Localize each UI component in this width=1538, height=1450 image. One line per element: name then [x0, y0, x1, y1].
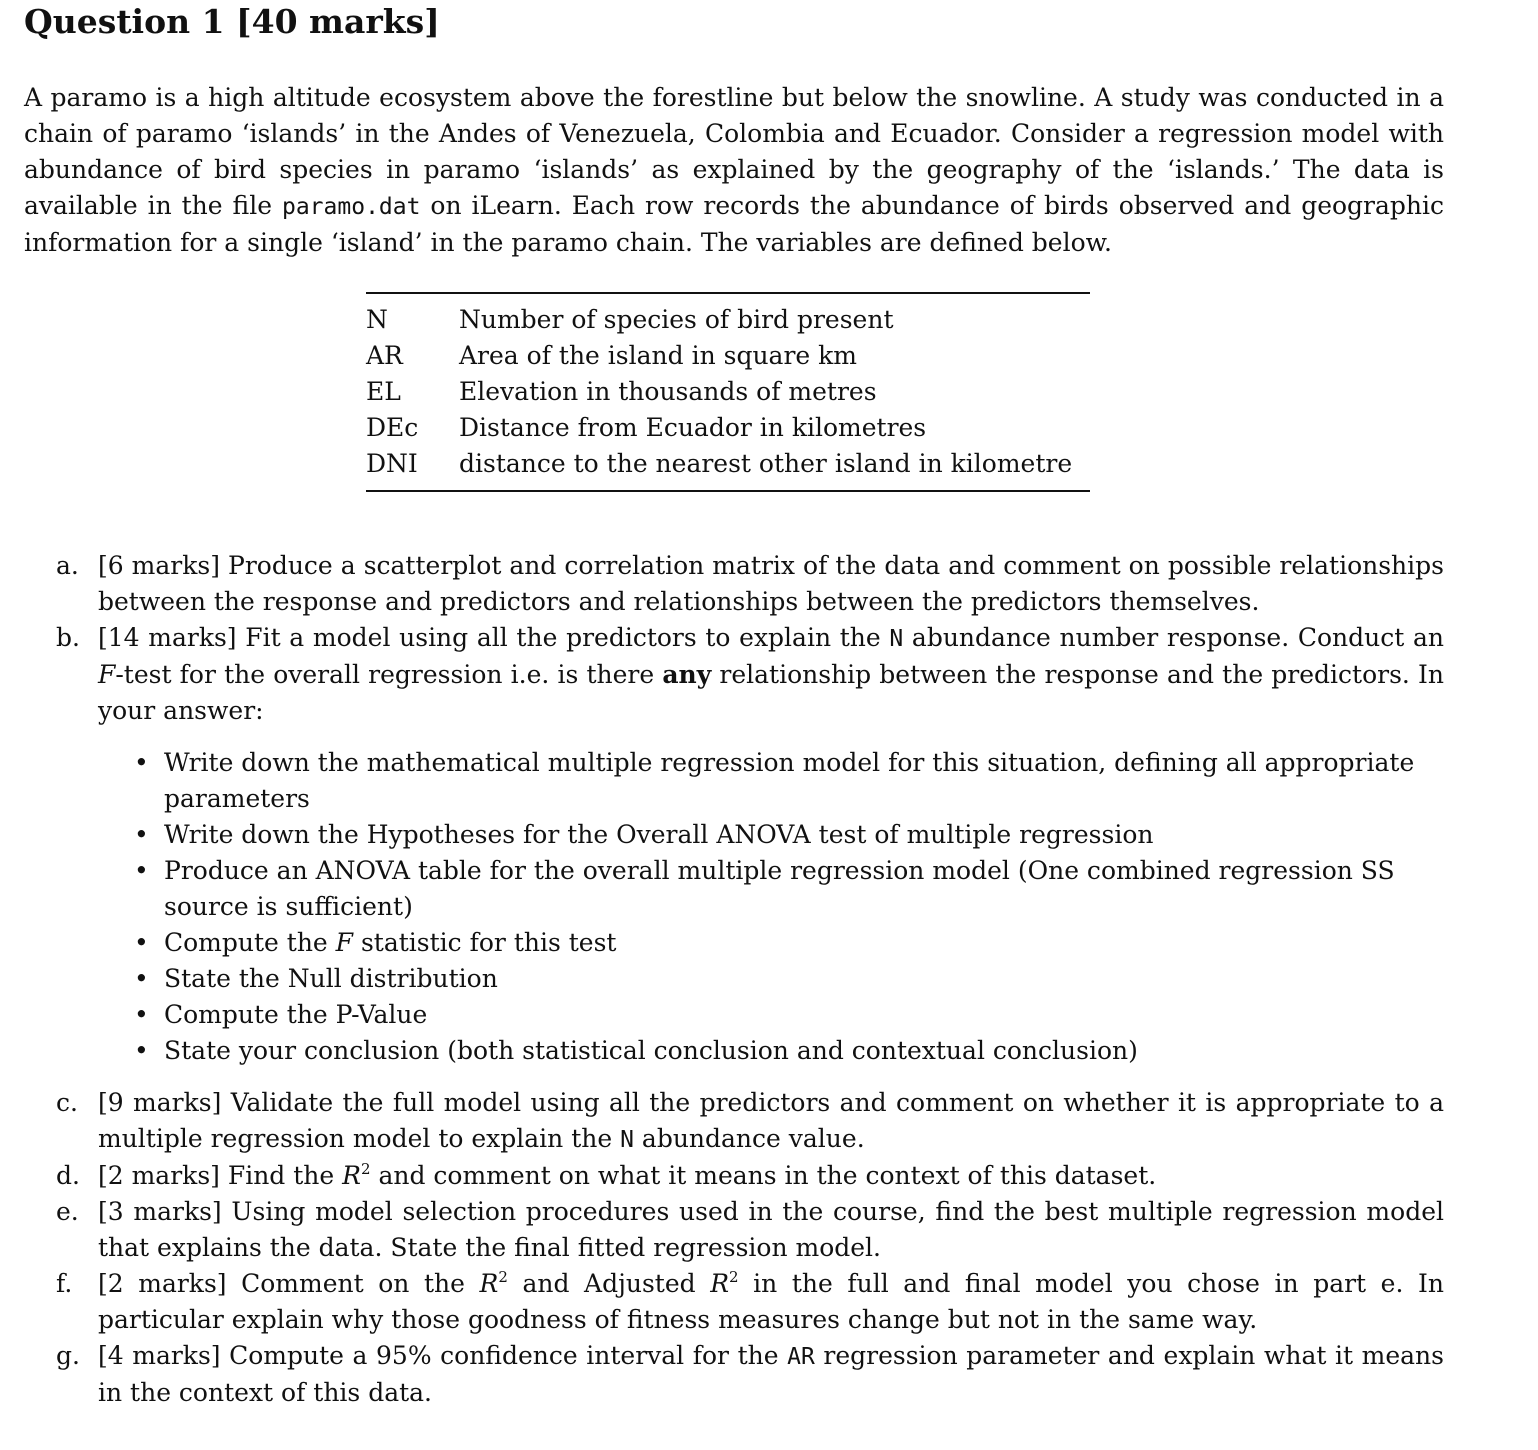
part-b-text-1: [14 marks] Fit a model using all the predictors to explain the — [98, 623, 890, 652]
code-n: N — [620, 1127, 634, 1153]
part-f-text-2: and Adjusted — [507, 1269, 711, 1298]
bullet-text: Write down the Hypotheses for the Overall ANOVA test of multiple regression — [164, 820, 1154, 849]
part-letter: f. — [56, 1269, 73, 1298]
variable-description: Number of species of bird present — [459, 305, 894, 334]
question-title: Question 1 [40 marks] — [24, 2, 440, 41]
superscript-2: 2 — [360, 1160, 371, 1178]
variable-description: Area of the island in square km — [459, 341, 857, 370]
part-d-text-2: and comment on what it means in the context of this dataset. — [370, 1161, 1157, 1190]
f-symbol: F — [335, 928, 354, 957]
r-symbol: R — [710, 1269, 730, 1298]
part-f — [24, 1266, 1444, 1338]
bullet-icon: • — [134, 820, 149, 849]
part-e — [24, 1194, 1444, 1266]
intro-text-1: A paramo is a high altitude ecosystem above the forestline but below the snowline. A study was conducted in a chain of paramo ‘islands’ in the Andes of Venezuela, Colombia and Ecuador. Consider a regression model with abundance of bird species in paramo ‘islands’ as explained by the geography of the ‘islands.’ The data is available in the file — [24, 83, 1444, 220]
bullet-icon: • — [134, 748, 149, 777]
part-letter: a. — [56, 551, 79, 580]
bullet-text: State your conclusion (both statistical conclusion and contextual conclusion) — [164, 1036, 1138, 1065]
variable-symbol: AR — [366, 341, 403, 370]
variable-row-el — [366, 374, 1090, 410]
bullet-text: Compute the P-Value — [164, 1000, 428, 1029]
part-a-text: [6 marks] Produce a scatterplot and correlation matrix of the data and comment on possible relationships between the response and predictors and relationships between the predictors themselves. — [98, 551, 1444, 616]
variable-row-ar — [366, 338, 1090, 374]
part-letter: e. — [56, 1197, 79, 1226]
part-letter: b. — [56, 623, 80, 652]
f-symbol: F — [98, 660, 116, 689]
part-c — [24, 1085, 1444, 1158]
part-c-text-1: [9 marks] Validate the full model using all the predictors and comment on whether it is appropriate to a multiple regression model to explain the — [98, 1088, 1444, 1153]
variable-table — [366, 292, 1090, 492]
bullet-text-rest: statistic for this test — [353, 928, 617, 957]
part-g-text-2: regression parameter and explain what it means in the context of this data. — [98, 1341, 1444, 1407]
bullet-icon: • — [134, 1000, 149, 1029]
bullet-icon: • — [134, 856, 149, 885]
bullet-item — [98, 745, 1444, 817]
part-b — [24, 620, 1444, 1069]
bullet-item — [98, 997, 1444, 1033]
bullet-item — [98, 961, 1444, 997]
part-b-text-2: abundance number response. Conduct an — [903, 623, 1444, 652]
part-b-text-3: -test for the overall regression i.e. is there — [115, 660, 663, 689]
bullet-text: Write down the mathematical multiple regression model for this situation, defining all appropriate parameters — [164, 748, 1415, 813]
part-letter: g. — [56, 1341, 80, 1370]
variable-symbol: EL — [366, 377, 401, 406]
superscript-2: 2 — [498, 1268, 508, 1286]
variable-symbol: DEc — [366, 413, 419, 442]
intro-paragraph — [24, 80, 1444, 261]
variable-symbol: N — [366, 305, 388, 334]
part-g-text-1: [4 marks] Compute a 95% confidence interval for the — [98, 1341, 788, 1370]
part-d-text-1: [2 marks] Find the — [98, 1161, 343, 1190]
question-parts-list — [24, 548, 1444, 1411]
bullet-item — [98, 853, 1444, 925]
r-symbol: R — [479, 1269, 499, 1298]
bullet-item — [98, 925, 1444, 961]
variable-description: Distance from Ecuador in kilometres — [459, 413, 927, 442]
bullet-text: Compute the — [164, 928, 336, 957]
bullet-icon: • — [134, 1036, 149, 1065]
data-filename: paramo.dat — [281, 194, 421, 220]
part-b-bullet-list — [98, 745, 1444, 1069]
bullet-text: State the Null distribution — [164, 964, 498, 993]
part-a — [24, 548, 1444, 620]
part-e-text: [3 marks] Using model selection procedures used in the course, find the best multiple regression model that explains the data. State the final fitted regression model. — [98, 1197, 1444, 1262]
part-c-text-2: abundance value. — [633, 1124, 865, 1153]
superscript-2: 2 — [729, 1268, 739, 1286]
part-letter: c. — [56, 1088, 78, 1117]
part-d — [24, 1158, 1444, 1194]
r-symbol: R — [342, 1161, 361, 1190]
variable-row-n — [366, 302, 1090, 338]
emphasis-any: any — [662, 660, 712, 689]
part-b-text-4: relationship between the response and the predictors. In your answer: — [98, 660, 1444, 725]
variable-description: Elevation in thousands of metres — [459, 377, 877, 406]
bullet-icon: • — [134, 964, 149, 993]
bullet-item — [98, 1033, 1444, 1069]
part-g — [24, 1338, 1444, 1411]
part-letter: d. — [56, 1161, 80, 1190]
variable-row-dni — [366, 446, 1090, 482]
intro-text-2: on iLearn. Each row records the abundance of birds observed and geographic information for a single ‘island’ in the paramo chain. The variables are defined below. — [24, 191, 1444, 257]
variable-symbol: DNI — [366, 449, 418, 478]
bullet-item — [98, 817, 1444, 853]
bullet-icon: • — [134, 928, 149, 957]
variable-row-dec — [366, 410, 1090, 446]
part-f-text-3: in the full and final model you chose in part e. In particular explain why those goodness of fitness measures change but not in the same way. — [98, 1269, 1444, 1334]
variable-description: distance to the nearest other island in kilometre — [459, 449, 1073, 478]
bullet-text: Produce an ANOVA table for the overall multiple regression model (One combined regression SS source is sufficient) — [164, 856, 1395, 921]
code-n: N — [889, 626, 904, 652]
code-ar: AR — [787, 1344, 815, 1370]
part-f-text-1: [2 marks] Comment on the — [98, 1269, 480, 1298]
